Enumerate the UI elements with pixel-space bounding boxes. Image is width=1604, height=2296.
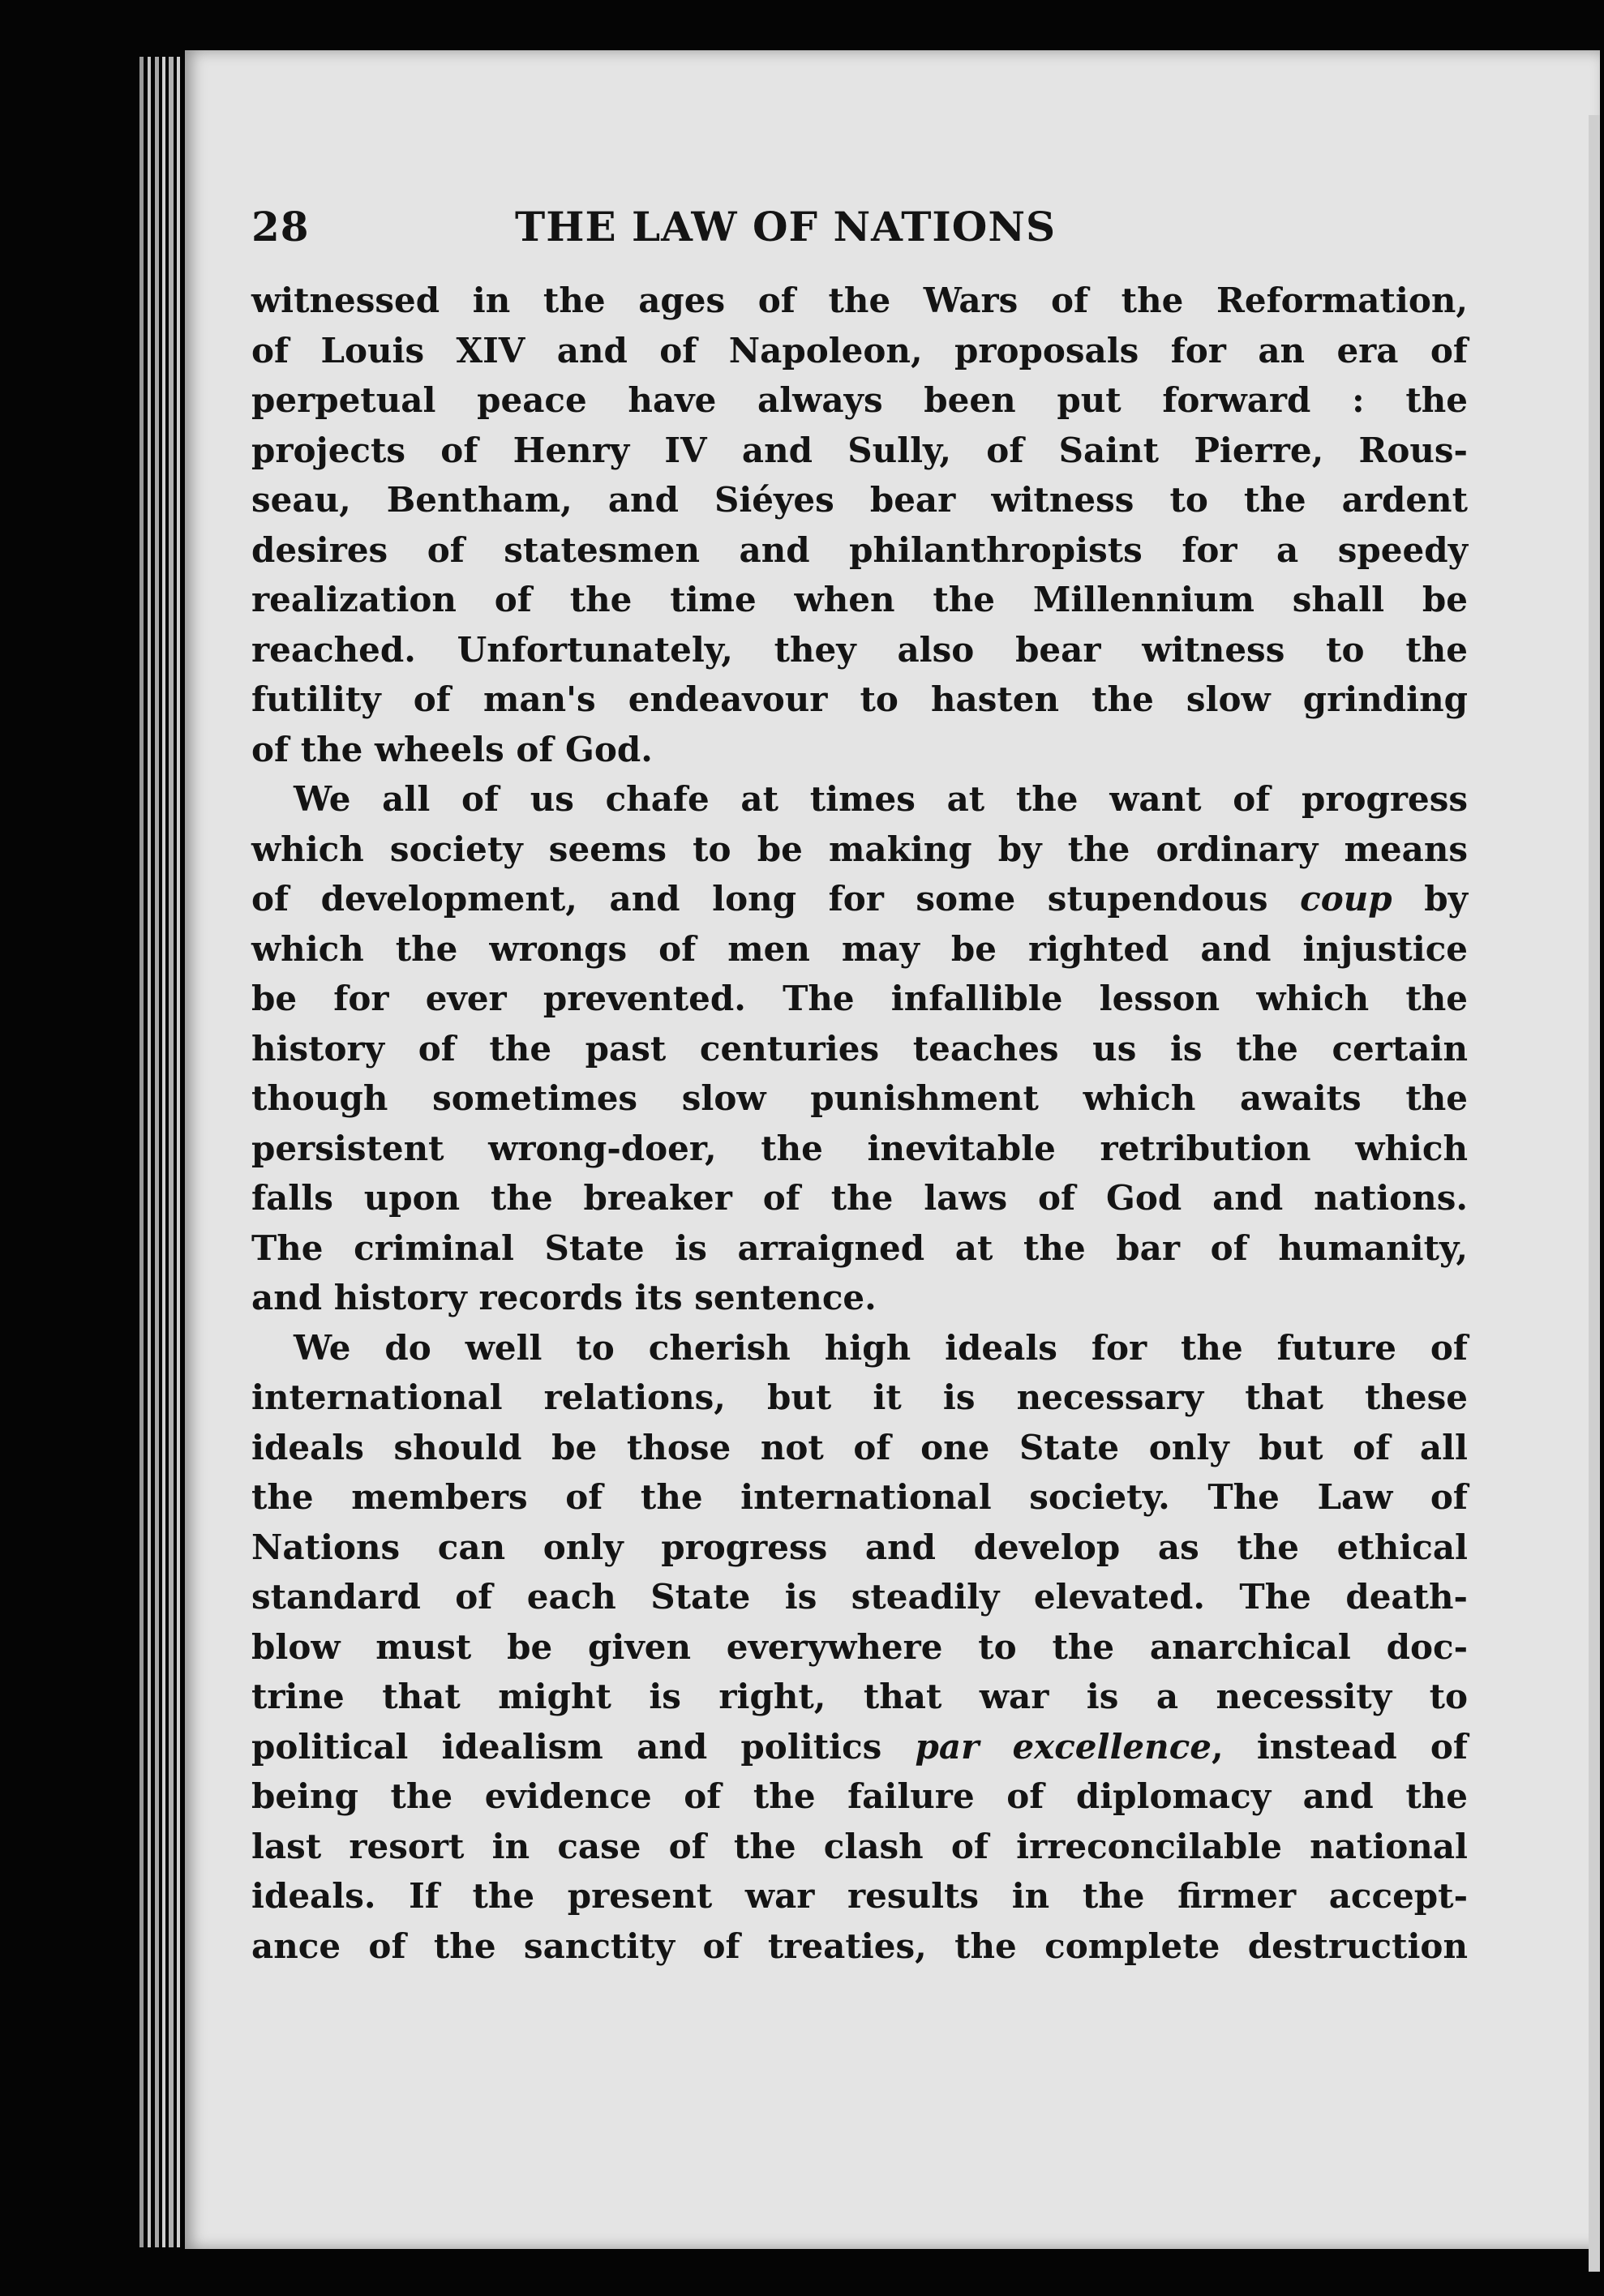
- running-header: [251, 203, 1468, 276]
- text-line: futility of man's endeavour to hasten the slow grinding: [251, 679, 1468, 719]
- text-line: last resort in case of the clash of irreconcilable national: [251, 1826, 1468, 1866]
- text-line: perpetual peace have always been put forward : the: [251, 380, 1468, 420]
- paragraph: [251, 774, 1468, 1323]
- text-line: be for ever prevented. The infallible lesson which the: [251, 979, 1468, 1018]
- page-edge: [155, 57, 159, 2247]
- text-line: Nations can only progress and develop as the ethical: [251, 1527, 1468, 1567]
- page-edge: [169, 57, 174, 2247]
- text-line: which the wrongs of men may be righted and injustice: [251, 928, 1468, 969]
- page-edge: [139, 57, 144, 2247]
- italic-term: par excellence: [915, 1726, 1212, 1767]
- text-line: international relations, but it is necessary that these: [251, 1377, 1468, 1417]
- italic-term: coup: [1300, 879, 1392, 919]
- page-edge: [162, 57, 165, 2247]
- text-line: falls upon the breaker of the laws of God and nations.: [251, 1178, 1468, 1218]
- text-line: being the evidence of the failure of diplomacy and the: [251, 1776, 1468, 1816]
- running-title: THE LAW OF NATIONS: [515, 203, 1057, 251]
- text-line: trine that might is right, that war is a necessity to: [251, 1677, 1468, 1716]
- page-right-edge: [1589, 115, 1600, 2272]
- page-content: [251, 203, 1468, 1971]
- page-edge: [177, 57, 180, 2247]
- paragraph: [251, 1323, 1468, 1972]
- text-line: We all of us chafe at times at the want of progress: [294, 779, 1468, 819]
- text-line: ideals. If the present war results in the firmer accept-: [251, 1876, 1468, 1916]
- text-line: We do well to cherish high ideals for the future of: [294, 1327, 1468, 1368]
- text-line: political idealism and politics par excellence, instead of: [251, 1726, 1468, 1767]
- text-line: and history records its sentence.: [251, 1278, 877, 1317]
- text-line: seau, Bentham, and Siéyes bear witness to the ardent: [251, 480, 1468, 520]
- text-line: witnessed in the ages of the Wars of the Reformation,: [251, 281, 1468, 320]
- text-line: history of the past centuries teaches us is the certain: [251, 1028, 1468, 1069]
- text-line: blow must be given everywhere to the anarchical doc-: [251, 1626, 1468, 1667]
- text-line: The criminal State is arraigned at the bar of humanity,: [251, 1227, 1468, 1268]
- text-line: projects of Henry IV and Sully, of Saint Pierre, Rous-: [251, 430, 1468, 470]
- text-line: which society seems to be making by the ordinary means: [251, 829, 1468, 869]
- text-line: reached. Unfortunately, they also bear witness to the: [251, 629, 1468, 670]
- text-line: of development, and long for some stupendous coup by: [251, 879, 1468, 919]
- text-line: standard of each State is steadily elevated. The death-: [251, 1577, 1468, 1617]
- text-line: of Louis XIV and of Napoleon, proposals for an era of: [251, 330, 1468, 371]
- text-line: the members of the international society. The Law of: [251, 1477, 1468, 1517]
- page-edge: [148, 57, 151, 2247]
- body-text: [251, 276, 1468, 1971]
- text-line: persistent wrong-doer, the inevitable retribution which: [251, 1128, 1468, 1168]
- text-line: ideals should be those not of one State only but of all: [251, 1427, 1468, 1467]
- text-line: of the wheels of God.: [251, 729, 653, 769]
- text-line: realization of the time when the Millennium shall be: [251, 580, 1468, 619]
- text-line: ance of the sanctity of treaties, the complete destruction: [251, 1925, 1468, 1966]
- page-number: 28: [251, 203, 310, 251]
- text-line: desires of statesmen and philanthropists for a speedy: [251, 529, 1468, 570]
- text-line: though sometimes slow punishment which awaits the: [251, 1078, 1468, 1118]
- paragraph: [251, 276, 1468, 774]
